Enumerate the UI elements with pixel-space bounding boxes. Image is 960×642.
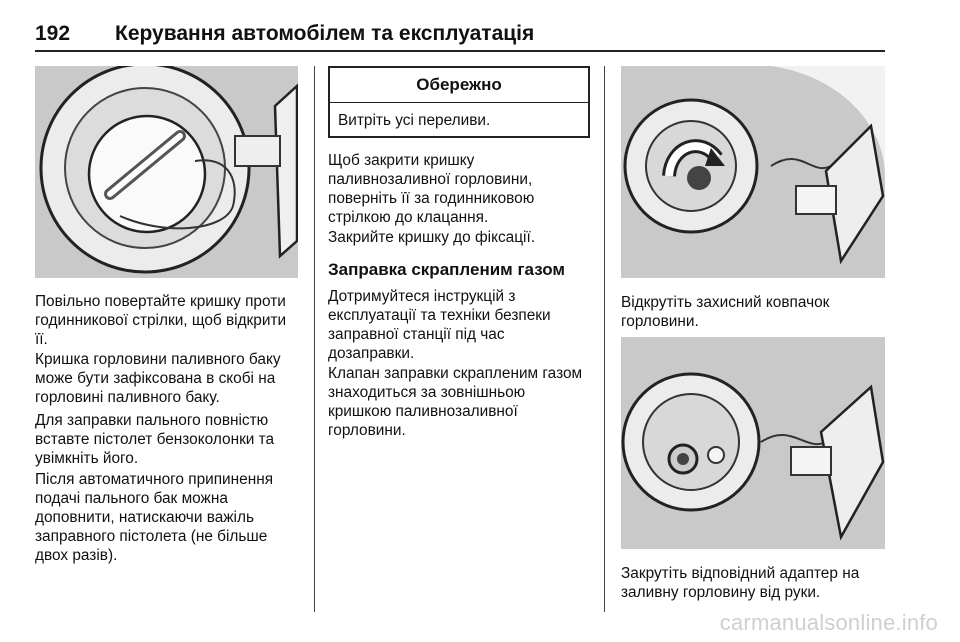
caption-screw-adapter: Закрутіть відповідний адаптер на заливну горловину від руки. <box>621 565 860 601</box>
caution-text: Витріть усі переливи. <box>338 112 491 129</box>
caution-box <box>328 66 590 138</box>
paragraph-lpg-valve: Клапан заправки скрапленим газом знаходиться за зовнішньою кришкою паливнозаливної горловини. <box>328 365 583 439</box>
column-divider-right <box>604 66 605 612</box>
page-number: 192 <box>35 22 71 45</box>
page-header <box>35 22 885 52</box>
lpg-adapter-illustration <box>621 337 885 549</box>
caption-remove-cap: Відкрутіть захисний ковпачок горловини. <box>621 294 830 330</box>
watermark: carmanualsonline.info <box>719 610 938 635</box>
page-title: Керування автомобілем та експлуатація <box>115 22 535 45</box>
paragraph-4: Після автоматичного припинення подачі пального бак можна доповнити, натискаючи важіль заправного пістолета (не більше двох разів). <box>35 471 274 564</box>
paragraph-1: Повільно повертайте кришку проти годинникової стрілки, щоб відкрити її. <box>35 293 287 348</box>
paragraph-2: Кришка горловини паливного баку може бути зафіксована в скобі на горловині паливного баку. <box>35 351 281 406</box>
column-divider-left <box>314 66 315 612</box>
caution-title: Обережно <box>330 68 588 103</box>
paragraph-lock-cap: Закрийте кришку до фіксації. <box>328 229 536 246</box>
paragraph-3: Для заправки пального повністю вставте пістолет бензоколонки та увімкніть його. <box>35 412 275 467</box>
paragraph-close-cap: Щоб закрити кришку паливнозаливної горловини, поверніть її за годинниковою стрілкою до клацання. <box>328 152 535 226</box>
fuel-cap-unscrew-illustration <box>35 66 298 278</box>
paragraph-lpg-instructions: Дотримуйтеся інструкцій з експлуатації та техніки безпеки заправної станції під час дозаправки. <box>328 288 551 362</box>
section-heading-lpg: Заправка скрапленим газом <box>328 260 565 279</box>
header-divider <box>35 50 885 52</box>
lpg-cap-unscrew-illustration <box>621 66 885 278</box>
